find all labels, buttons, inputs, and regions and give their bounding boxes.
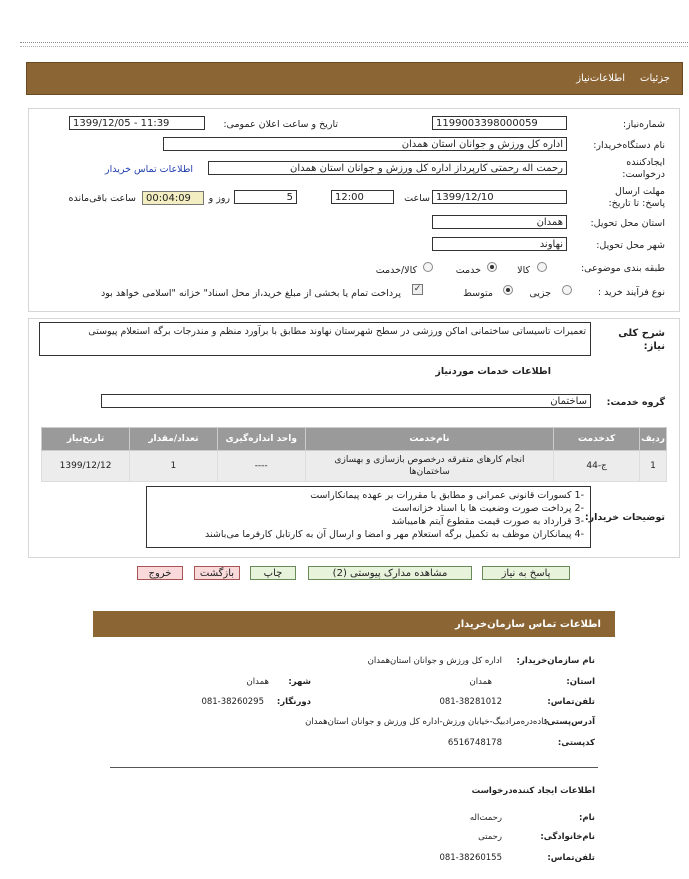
cat-goods-label: کالا xyxy=(517,265,530,276)
cat-goods-radio[interactable] xyxy=(537,262,547,272)
print-button[interactable]: چاپ xyxy=(250,566,296,580)
services-table-header xyxy=(42,428,667,451)
name-value: رحمت‌اله xyxy=(469,813,502,823)
announce-label: تاریخ و ساعت اعلان عمومی: xyxy=(223,119,338,130)
cat-service-radio[interactable] xyxy=(487,262,497,272)
deadline-label: مهلت ارسال پاسخ: تا تاریخ: xyxy=(608,186,665,209)
need-number-field: 1199003398000059 xyxy=(432,116,567,130)
cell-code: ج-44 xyxy=(554,451,640,482)
cell-date: 1399/12/12 xyxy=(42,451,130,482)
attachments-button[interactable]: مشاهده مدارک پیوستی (2) xyxy=(308,566,472,580)
buyer-note-3: -3 قرارداد به صورت قیمت مقطوع آیتم هامیباشد xyxy=(391,516,584,527)
address-label: آدرس‌پستی: xyxy=(543,717,595,727)
top-divider-2 xyxy=(20,46,688,47)
need-number-label: شماره‌نیاز: xyxy=(622,119,665,130)
creator-phone-label: تلفن‌تماس: xyxy=(547,853,595,863)
contact-header xyxy=(93,611,615,637)
fax-label: دورنگار: xyxy=(276,697,311,707)
remaining-time-field: 00:04:09 xyxy=(142,191,204,205)
postal-value: 6516748178 xyxy=(447,738,502,748)
col-name: نام‌خدمت xyxy=(305,428,553,451)
phone-value: 081-38281012 xyxy=(439,697,502,707)
col-code: کدخدمت xyxy=(554,428,640,451)
cat-goods-service-label: کالا/خدمت xyxy=(375,265,417,276)
contact-divider xyxy=(110,767,598,768)
family-value: رحمتی xyxy=(478,832,502,842)
postal-label: کدپستی: xyxy=(557,738,595,748)
service-group-label: گروه خدمت: xyxy=(606,397,665,408)
buyer-notes-box xyxy=(146,486,591,548)
fax-value: 081-38260295 xyxy=(201,697,264,707)
address-value: جاده‌دره‌مرادبیگ-خیابان ورزش-اداره کل ورزش و جوانان استان‌همدان xyxy=(305,717,549,727)
tab-bar xyxy=(26,62,683,95)
service-group-field: ساختمان xyxy=(101,394,591,408)
creator-label: ایجادکننده درخواست: xyxy=(622,157,665,180)
days-field: 5 xyxy=(234,190,297,204)
treasury-payment-checkbox[interactable]: ✓ xyxy=(413,284,422,294)
cat-goods-service-radio[interactable] xyxy=(423,262,433,272)
province-contact-label: استان: xyxy=(566,677,595,687)
buyer-org-label: نام دستگاه‌خریدار: xyxy=(593,140,665,151)
tab-need-info[interactable]: اطلاعات‌نیاز xyxy=(576,73,625,84)
description-label: شرح کلی نیاز: xyxy=(618,328,665,352)
org-value: اداره کل ورزش و جوانان استان‌همدان xyxy=(367,656,502,666)
announce-field: 1399/12/05 - 11:39 xyxy=(69,116,205,130)
payment-note: پرداخت تمام یا بخشی از مبلغ خرید،از محل اسناد" خزانه "اسلامی خواهد بود xyxy=(101,288,401,299)
cell-name: انجام کارهای متفرقه درخصوص بازسازی و بهسازی ساختمان‌ها xyxy=(305,451,553,482)
cell-row: 1 xyxy=(640,451,667,482)
process-label: نوع فرآیند خرید : xyxy=(597,287,665,298)
services-table xyxy=(41,427,667,482)
time-label: ساعت xyxy=(404,193,430,204)
creator-phone-value: 081-38260155 xyxy=(439,853,502,863)
cell-unit: ---- xyxy=(217,451,305,482)
city-label: شهر محل تحویل: xyxy=(596,240,665,251)
col-qty: تعداد/مقدار xyxy=(130,428,218,451)
proc-medium-radio[interactable] xyxy=(503,285,513,295)
buyer-note-4: -4 پیمانکاران موظف به تکمیل برگه استعلام مهر و امضا و ارسال آن به کارتابل کارفرما می‌باشند xyxy=(205,529,584,540)
buyer-notes-label: توضیحات خریدار: xyxy=(584,512,665,523)
province-label: استان محل تحویل: xyxy=(590,218,665,229)
deadline-date-field: 1399/12/10 xyxy=(432,190,567,204)
col-row: ردیف xyxy=(640,428,667,451)
category-label: طبقه بندی موضوعی: xyxy=(580,263,665,274)
days-label: روز و xyxy=(208,193,230,204)
tab-details[interactable]: جزئیات xyxy=(640,73,670,84)
buyer-note-1: -1 کسورات قانونی عمرانی و مطابق با مقررات بر عهده پیمانکاراست xyxy=(310,490,584,501)
col-date: تاریخ‌نیاز xyxy=(42,428,130,451)
remaining-label: ساعت باقی‌مانده xyxy=(68,193,136,204)
description-text: تعمیرات تاسیساتی ساختمانی اماکن ورزشی در سطح شهرستان نهاوند مطابق با برآورد منظم و مندرجات برگه استعلام پیوستی xyxy=(39,322,591,356)
city-contact-label: شهر: xyxy=(288,677,311,687)
province-field: همدان xyxy=(432,215,567,229)
proc-medium-label: متوسط xyxy=(463,288,493,299)
reply-button[interactable]: پاسخ به نیاز xyxy=(482,566,570,580)
services-title: اطلاعات خدمات موردنیاز xyxy=(435,366,551,377)
name-label: نام: xyxy=(578,813,595,823)
proc-partial-radio[interactable] xyxy=(562,285,572,295)
city-contact-value: همدان xyxy=(246,677,269,687)
cat-service-label: خدمت xyxy=(455,265,481,276)
province-contact-value: همدان xyxy=(469,677,492,687)
back-button[interactable]: بازگشت xyxy=(194,566,240,580)
org-label: نام سازمان‌خریدار: xyxy=(516,656,595,666)
buyer-contact-link[interactable]: اطلاعات تماس خریدار xyxy=(105,164,194,175)
buyer-org-field: اداره کل ورزش و جوانان استان همدان xyxy=(163,137,567,151)
phone-label: تلفن‌تماس: xyxy=(547,697,595,707)
city-field: نهاوند xyxy=(432,237,567,251)
family-label: نام‌خانوادگی: xyxy=(540,832,595,842)
creator-field: رحمت اله رحمتی کارپرداز اداره کل ورزش و جوانان استان همدان xyxy=(208,161,567,175)
deadline-time-field: 12:00 xyxy=(331,190,394,204)
cell-qty: 1 xyxy=(130,451,218,482)
creator-info-title: اطلاعات ایجاد کننده‌درخواست xyxy=(471,786,595,796)
exit-button[interactable]: خروج xyxy=(137,566,183,580)
proc-partial-label: جزیی xyxy=(529,288,551,299)
buyer-note-2: -2 پرداخت صورت وضعیت ها با اسناد خزانه‌است xyxy=(392,503,584,514)
col-unit: واحد اندازه‌گیری xyxy=(217,428,305,451)
table-row xyxy=(42,451,667,482)
top-divider xyxy=(20,42,688,43)
contact-title: اطلاعات تماس سازمان‌خریدار xyxy=(454,619,601,630)
